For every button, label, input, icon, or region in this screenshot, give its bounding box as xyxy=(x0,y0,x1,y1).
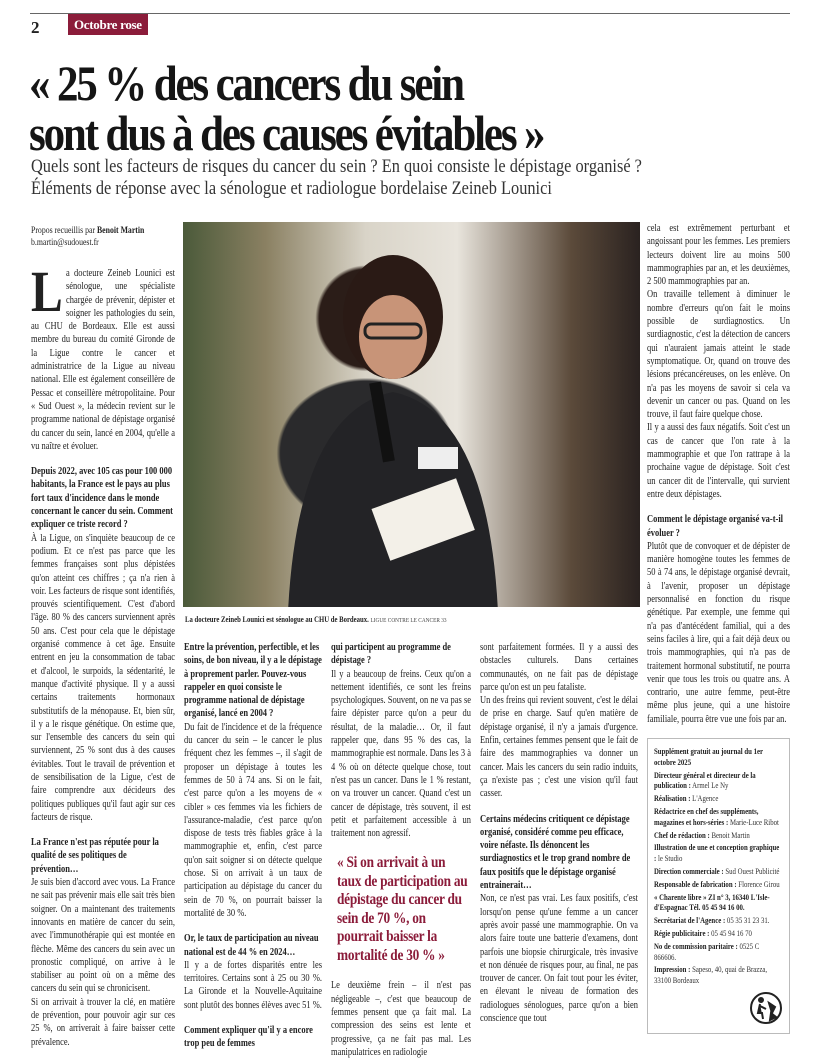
imprint-entry xyxy=(654,893,783,915)
imprint-label: Direction commerciale : xyxy=(654,866,724,876)
interview-answer: Du fait de l'incidence et de la fréquence du cancer du sein – le cancer le plus fréquent chez les femmes –, il s'agit de proposer un dépistage à toutes les femmes de 50 à 74 ans. Si on le fait, c'est parce qu'on a les moyens de « cibler » ces femmes via les fichiers de l'assurance-maladie, c'est parce qu'on dispose de tests très fiables grâce à la mammographie et, enfin, c'est parce qu'on sait soigner si on détecte quelque chose. Si on arrivait à un taux de participation au dépistage du cancer du sein de 70 %, on pourrait baisser la mortalité de 30 %. xyxy=(184,721,322,919)
interview-answer: Si on arrivait à trouver la clé, en matière de prévention, pour pouvoir agir sur ces 25 %, on arriverait à faire baisser cette prévalence. xyxy=(31,996,175,1048)
imprint-value: 0525 C 866606. xyxy=(654,941,760,962)
interview-question: Comment expliquer qu'il y a encore trop peu de femmes xyxy=(184,1025,313,1050)
intro-paragraph xyxy=(31,259,175,453)
imprint-box xyxy=(647,738,790,1034)
imprint-label: No de commission paritaire : xyxy=(654,941,738,951)
imprint-label: Impression : xyxy=(654,965,691,975)
imprint-entry xyxy=(654,916,783,927)
interview-answer: Je suis bien d'accord avec vous. La France ne sait pas prévenir mais elle sait très bien soigner. On a maintenant des traitements innovants en matière de cancer du sein, avec l'immunothérapie qui est montée en flèche. Même des cancers du sein avec un pronostic compliqué, on arrive à le stabiliser au point où on a même des cancers du sein qui se chronicisent. xyxy=(31,877,175,995)
imprint-entry xyxy=(654,831,783,842)
imprint-entry xyxy=(654,880,783,891)
imprint-label: Réalisation : xyxy=(654,794,691,804)
imprint-value: Benoit Martin xyxy=(709,830,750,840)
pull-quote: « Si on arrivait à un taux de participation au dépistage du cancer du sein de 70 %, on pourrait baisser la mortalité de 30 % » xyxy=(337,854,468,964)
byline-author: Benoit Martin xyxy=(96,226,145,236)
article-column-5 xyxy=(647,222,790,726)
imprint-label: Illustration de une et conception graphique : xyxy=(654,843,780,864)
subtitle-line-1: Quels sont les facteurs de risques du cancer du sein ? En quoi consiste le dépistage organisé ? xyxy=(31,156,642,177)
interview-question: Or, le taux de participation au niveau national est de 44 % en 2024… xyxy=(184,933,319,958)
interview-question: Comment le dépistage organisé va-t-il évoluer ? xyxy=(647,514,784,539)
interview-answer: Il y a de fortes disparités entre les territoires. Certains sont à 25 ou 30 %. La Gironde et la Nouvelle-Aquitaine sont plutôt des bonnes élèves avec 51 %. xyxy=(184,959,322,1011)
interview-answer: On travaille tellement à diminuer le nombre d'erreurs qu'on fait le moins possible de surdiagnostics. Un surdiagnostic, c'est la détection de cancers qui n'auraient jamais atteint le stade symptomatique. Or, quand on trouve des lésions précancéreuses, on les enlève. On n'a pas les moyens de savoir si cela va devenir un cancer ou pas. Quand on les trouve, il faut faire quelque chose. xyxy=(647,289,790,421)
headline xyxy=(29,55,717,161)
imprint-entry xyxy=(654,794,783,805)
intro-text: a docteure Zeineb Lounici est sénologue, une spécialiste chargée de prévenir, dépister et soigner les pathologies du sein, au CHU de Bordeaux. Elle est aussi membre du bureau du comité Gironde de la Ligue contre le cancer et administratrice de la Ligue au niveau national. Elle est également conseillère de Pessac et conseillère métropolitaine. Pour « Sud Ouest », la médecin revient sur le programme national de dépistage organisé du cancer du sein, lancé en 2004, qu'elle a vu naître et évoluer. xyxy=(31,268,175,452)
imprint-value: Armel Le Ny xyxy=(690,781,729,791)
imprint-label: Supplément gratuit au journal du 1er octobre 2025 xyxy=(654,746,763,767)
headline-line-2: sont dus à des causes évitables » xyxy=(29,105,544,161)
interview-question: Certains médecins critiquent ce dépistage organisé, considéré comme peu efficace, voire néfaste. Ils dénoncent les surdiagnostics et le trop grand nombre de faux positifs que le dépistage organisé entrainerait… xyxy=(480,813,631,892)
imprint-entry xyxy=(654,929,783,940)
photo-credit: LIGUE CONTRE LE CANCER 33 xyxy=(370,617,447,624)
interview-question: qui participent au programme de dépistage ? xyxy=(331,642,451,667)
imprint-entry xyxy=(654,965,783,987)
page-number: 2 xyxy=(31,18,40,37)
section-rubric: Octobre rose xyxy=(68,14,148,35)
drop-cap: L xyxy=(31,259,63,324)
column-5-stack xyxy=(647,222,790,1034)
imprint-label: Rédactrice en chef des suppléments, magazines et hors-séries : xyxy=(654,806,759,827)
interview-answer: cela est extrêmement perturbant et angoissant pour les femmes. Les premiers lecteurs doivent lire au moins 500 mammographies par an, et les deuxièmes, 2 500 mammographies par an. xyxy=(647,223,790,288)
byline-prefix: Propos recueillis par xyxy=(31,226,97,236)
headline-line-1: « 25 % des cancers du sein xyxy=(29,55,463,111)
interview-question: Entre la prévention, perfectible, et les soins, de bon niveau, il y a le dépistage à proprement parler. Pouvez-vous rappeler en quoi consiste le programme national de dépistage organisé, lancé en 2004 ? xyxy=(184,642,322,720)
interview-answer: À la Ligue, on s'inquiète beaucoup de ce podium. Et ce n'est pas parce que les femmes françaises sont plus dépistées qu'on atteint ces chiffres ; ça n'a rien à voir. Les facteurs de risque sont identifiés, prouvés scientifiquement. C'est d'abord l'âge. 80 % des cancers surviennent après 50 ans. C'est pour cela que le dépistage organisé commence à cet âge. Ensuite entrent en jeu la consommation de tabac et d'alcool, le surpoids, la sédentarité, le manque d'activité physique. Il y a aussi certains traitements hormonaux substitutifs de la ménopause. Et, bien sûr, il y a le risque génétique. On estime que, sur l'ensemble des cancers du sein qui surviennent, 25 % sont dus à des causes évitables. Tout le travail de prévention et de sensibilisation de la Ligue, c'est de faire comprendre aux décideurs des politiques publiques qu'il faut agir sur ces facteurs de risque. xyxy=(31,532,175,823)
interview-answer: Le deuxième frein – il n'est pas négligeable –, c'est que beaucoup de femmes pensent que ça fait mal. La compression des seins est lente et progressive, ça ne fait pas mal. Les manipulatrices en radiologie xyxy=(331,980,471,1058)
imprint-value: 05 35 31 23 31. xyxy=(725,916,770,926)
article-column-3-continued xyxy=(331,979,471,1059)
interview-question: Depuis 2022, avec 105 cas pour 100 000 habitants, la France est le pays au plus fort taux d'incidence dans le monde concernant le cancer du sein. Comment expliquer ce triste record ? xyxy=(31,466,173,531)
imprint-label: Secrétariat de l'Agence : xyxy=(654,916,726,926)
article-photo xyxy=(183,222,640,607)
triman-recycling-icon xyxy=(749,991,783,1025)
interview-answer: Non, ce n'est pas vrai. Les faux positifs, c'est lorsqu'on pense qu'une femme a un cancer après avoir passé une mammographie. On va alors faire toute une batterie d'examens, dont parfois une biopsie chirurgicale, très invasive et non dénuée de risques pour, au final, ne pas trouver de cancer. On fait tout pour les éviter, en élevant le niveau de formation des radiologues sénologues, parce qu'on a bien conscience que tout xyxy=(480,893,638,1025)
interview-answer: Plutôt que de convoquer et de dépister de manière homogène toutes les femmes de 50 à 74 ans, le dépistage organisé devrait, à l'avenir, proposer un dépistage personnalisé en fonction du risque génétique. Par exemple, une femme qui n'a pas d'antécédent familial, qui a des seins faciles à lire, qui a fait déjà deux ou trois mammographies, qui n'a pas de traitement hormonal substitutif, ne pourra venir que tous les trois ou quatre ans. A contrario, une autre femme, peut-être même plus jeune, qui a une histoire familiale, pourra être vue une fois par an. xyxy=(647,540,790,725)
column-3-stack xyxy=(331,641,471,1059)
interview-answer: Il y a aussi des faux négatifs. Soit c'est un cas de cancer que l'on rate à la mammographie et que l'on rattrape à la prochaine vague de dépistage. Soit c'est un cancer dit de l'intervalle, qui survient entre deux dépistages. xyxy=(647,422,790,500)
interview-question: La France n'est pas réputée pour la qualité de ses politiques de prévention… xyxy=(31,837,159,875)
imprint-value: Marie-Luce Ribot xyxy=(728,817,779,827)
imprint-label: « Charente libre » ZI n° 3, 16340 L'Isle-d'Espagnac Tél. 05 45 94 16 00. xyxy=(654,892,770,913)
imprint-entry xyxy=(654,942,783,964)
imprint-label: Directeur général et directeur de la publication : xyxy=(654,770,756,791)
imprint-value: le Studio xyxy=(656,854,683,864)
imprint-entries xyxy=(654,747,783,987)
byline xyxy=(31,225,175,249)
photo-caption xyxy=(185,614,644,626)
article-column-4 xyxy=(480,641,638,1025)
caption-text: La docteure Zeineb Lounici est sénologue au CHU de Bordeaux. xyxy=(185,615,369,624)
imprint-entry xyxy=(654,867,783,878)
article-column-2 xyxy=(184,641,322,1051)
article-column-3 xyxy=(331,641,471,840)
interview-answer: Un des freins qui revient souvent, c'est le délai de prise en charge. Sauf qu'en matière de dépistage organisé, il n'y a jamais d'urgence. Enfin, certaines femmes pensent que le fait de faire des mammographies va donner un cancer. Mais les cancers du sein radio induits, ça n'existe pas ; c'est une vision qu'il faut casser. xyxy=(480,695,638,800)
imprint-entry xyxy=(654,843,783,865)
article-column-1 xyxy=(31,465,175,1049)
imprint-label: Chef de rédaction : xyxy=(654,830,710,840)
left-column-stack xyxy=(31,225,175,1049)
column-2-stack xyxy=(184,641,322,1051)
imprint-label: Responsable de fabrication : xyxy=(654,879,737,889)
byline-email[interactable]: b.martin@sudouest.fr xyxy=(31,238,99,248)
imprint-value: L'Agence xyxy=(690,794,719,804)
interview-answer: sont parfaitement formées. Il y a aussi des obstacles culturels. Dans certaines communautés, on ne fait pas de dépistage parce qu'on est un peu fataliste. xyxy=(480,642,638,693)
subtitle xyxy=(31,156,788,200)
imprint-entry xyxy=(654,771,783,793)
imprint-value: Sud Ouest Publicité xyxy=(723,866,780,876)
imprint-entry xyxy=(654,747,783,769)
portrait-photo-icon xyxy=(268,242,518,607)
imprint-value: 05 45 94 16 70 xyxy=(709,928,752,938)
column-4-stack xyxy=(480,641,638,1025)
imprint-label: Régie publicitaire : xyxy=(654,928,710,938)
imprint-value: Sapeso, 40, quai de Brazza, 33100 Bordeaux xyxy=(654,965,768,986)
imprint-entry xyxy=(654,807,783,829)
interview-answer: Il y a beaucoup de freins. Ceux qu'on a nettement identifiés, ce sont les freins psychologiques. Souvent, on ne va pas se faire dépister parce qu'on a peur du résultat, de la maladie… Or, il faut rappeler que, dans 95 % des cas, la mammographie est normale. Dans les 3 à 4 % où on détecte quelque chose, tout n'est pas un cancer. Dans le 1 % restant, on va trouver un cancer. Quand c'est un cancer de dépistage, très souvent, il est petit et parfaitement accessible à un traitement non agressif. xyxy=(331,668,471,840)
imprint-value: Florence Girou xyxy=(736,879,780,889)
subtitle-line-2: Éléments de réponse avec la sénologue et radiologue bordelaise Zeineb Lounici xyxy=(31,178,552,199)
